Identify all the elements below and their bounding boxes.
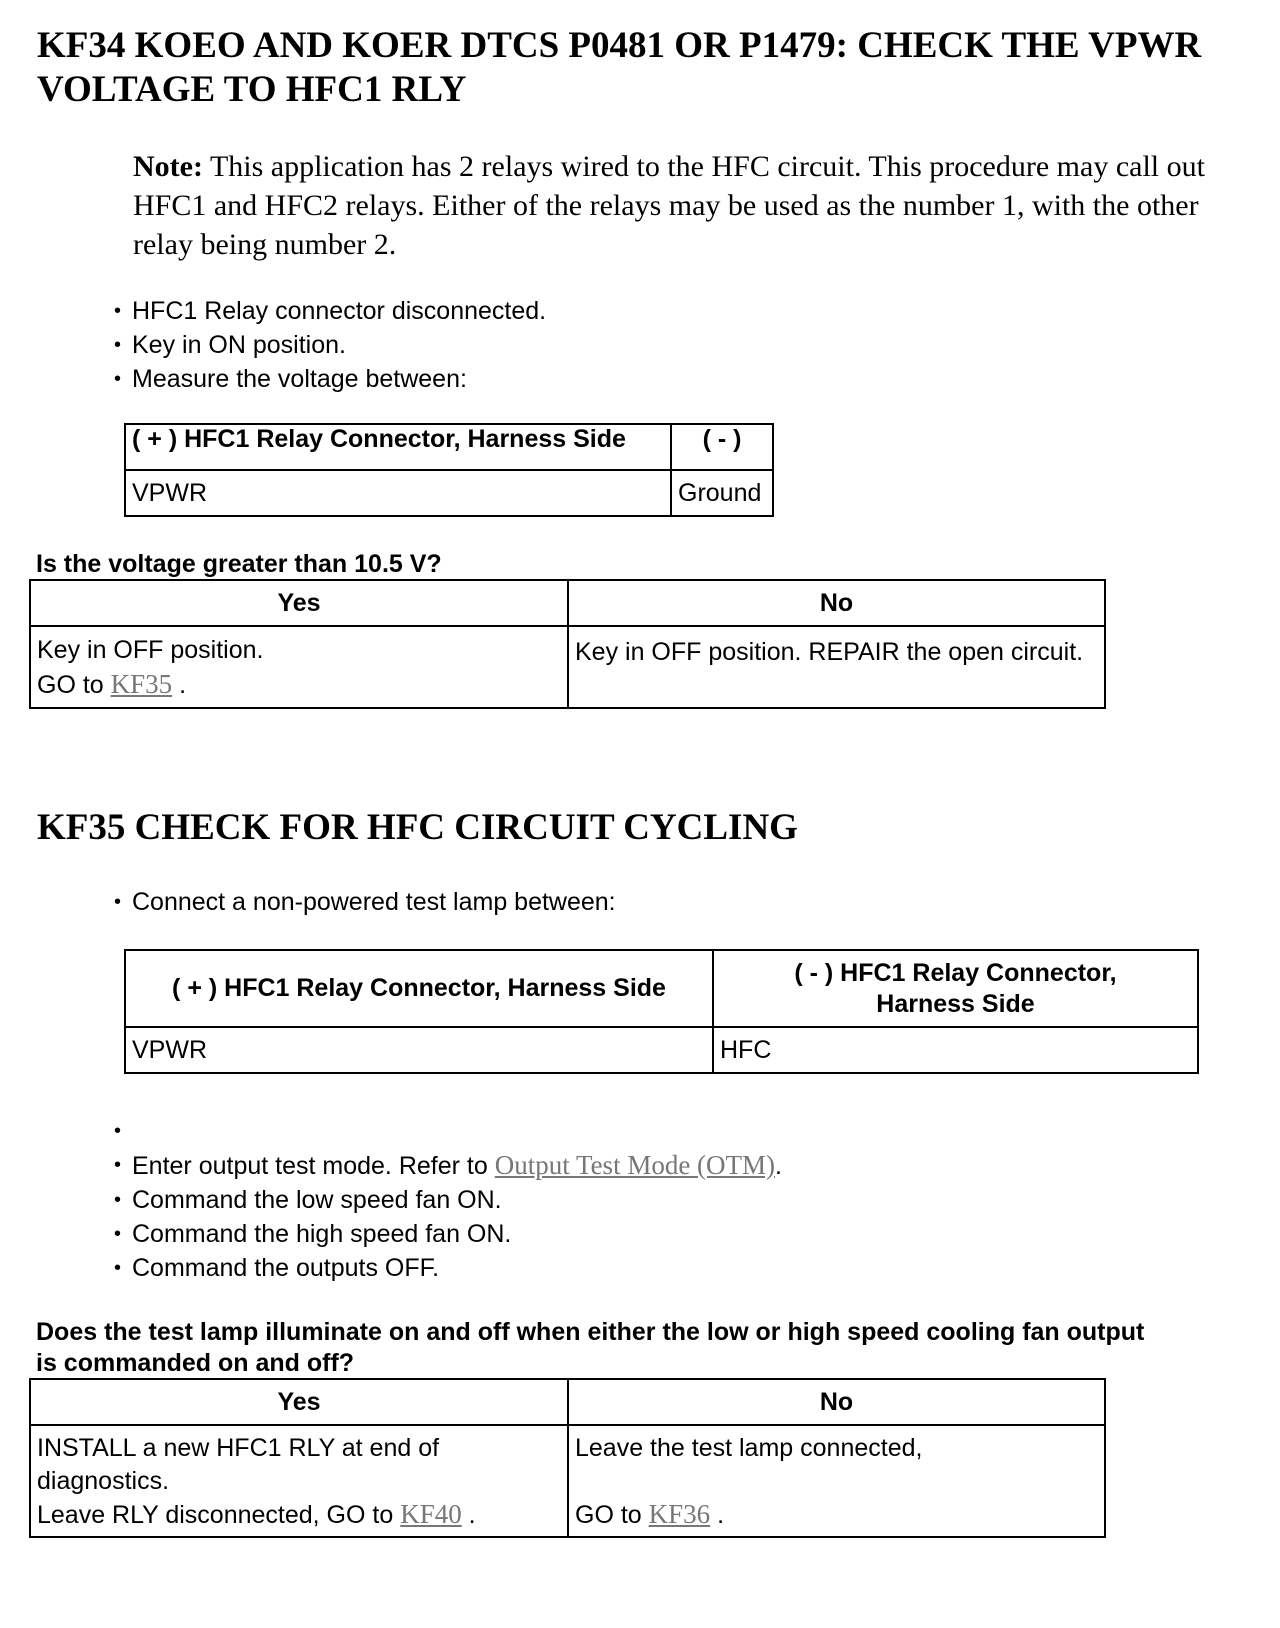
yes-line: Key in OFF position. [37, 636, 264, 664]
kf35-question: Does the test lamp illuminate on and off when either the low or high speed cooling fan output is commanded on and off? [36, 1318, 1145, 1377]
kf35-lamp-table [124, 949, 1199, 1074]
link-output-test-mode[interactable]: Output Test Mode (OTM) [494, 1150, 776, 1180]
link-kf40[interactable]: KF40 [400, 1499, 462, 1529]
kf35-title: KF35 CHECK FOR HFC CIRCUIT CYCLING [37, 807, 798, 848]
table-cell: HFC [713, 1027, 1198, 1073]
note-label: Note: [133, 150, 203, 183]
table-cell: VPWR [125, 1027, 713, 1073]
table-header: ( + ) HFC1 Relay Connector, Harness Side [125, 424, 671, 470]
kf35-answer-table [29, 1378, 1106, 1538]
no-header: No [568, 1379, 1105, 1425]
yes-go: Leave RLY disconnected, GO to [37, 1501, 394, 1529]
table-cell: VPWR [125, 470, 671, 516]
list-item: • Command the low speed fan ON. [114, 1186, 502, 1214]
list-item: • HFC1 Relay connector disconnected. [114, 297, 547, 325]
yes-cell: Key in OFF position. GO to KF35 . [30, 626, 568, 708]
yes-header: Yes [30, 1379, 568, 1425]
no-cell: Leave the test lamp connected, GO to KF36 . [568, 1425, 1105, 1537]
kf34-bullet-list [114, 294, 546, 396]
yes-cell: INSTALL a new HFC1 RLY at end of diagnostics. Leave RLY disconnected, GO to KF40 . [30, 1425, 568, 1537]
note-text: This application has 2 relays wired to the HFC circuit. This procedure may call out HFC1 and HFC2 relays. Either of the relays may be used as the number 1, with the other relay being number 2. [133, 150, 1205, 261]
yes-go: GO to [37, 671, 104, 699]
list-item: • Measure the voltage between: [114, 365, 467, 393]
table-cell: Ground [671, 470, 773, 516]
list-item: • [114, 1120, 122, 1142]
kf34-title: KF34 KOEO AND KOER DTCS P0481 OR P1479: CHECK THE VPWR VOLTAGE TO HFC1 RLY [37, 25, 1202, 110]
table-header: ( + ) HFC1 Relay Connector, Harness Side [125, 950, 713, 1027]
table-header: ( - ) HFC1 Relay Connector, Harness Side [713, 950, 1198, 1027]
yes-line: INSTALL a new HFC1 RLY at end of diagnostics. [37, 1434, 440, 1495]
kf34-question: Is the voltage greater than 10.5 V? [36, 550, 442, 578]
kf34-measure-table [124, 423, 774, 517]
yes-header: Yes [30, 580, 568, 626]
no-header: No [568, 580, 1105, 626]
list-item: • Command the outputs OFF. [114, 1254, 440, 1282]
kf35-step-list [114, 1114, 782, 1285]
kf34-answer-table [29, 579, 1106, 709]
link-kf35[interactable]: KF35 [110, 669, 173, 699]
kf35-connect-list [114, 885, 616, 919]
table-header: ( - ) [671, 424, 773, 470]
list-item: • Connect a non-powered test lamp between: [114, 888, 616, 916]
kf34-note [133, 147, 1213, 264]
no-cell: Key in OFF position. REPAIR the open circuit. [568, 626, 1105, 708]
no-line: Leave the test lamp connected, [575, 1434, 923, 1462]
list-item: • Command the high speed fan ON. [114, 1220, 512, 1248]
no-go: GO to [575, 1501, 642, 1529]
link-kf36[interactable]: KF36 [648, 1499, 711, 1529]
list-item: • Enter output test mode. Refer to Output Test Mode (OTM). [114, 1150, 782, 1180]
list-item: • Key in ON position. [114, 331, 346, 359]
